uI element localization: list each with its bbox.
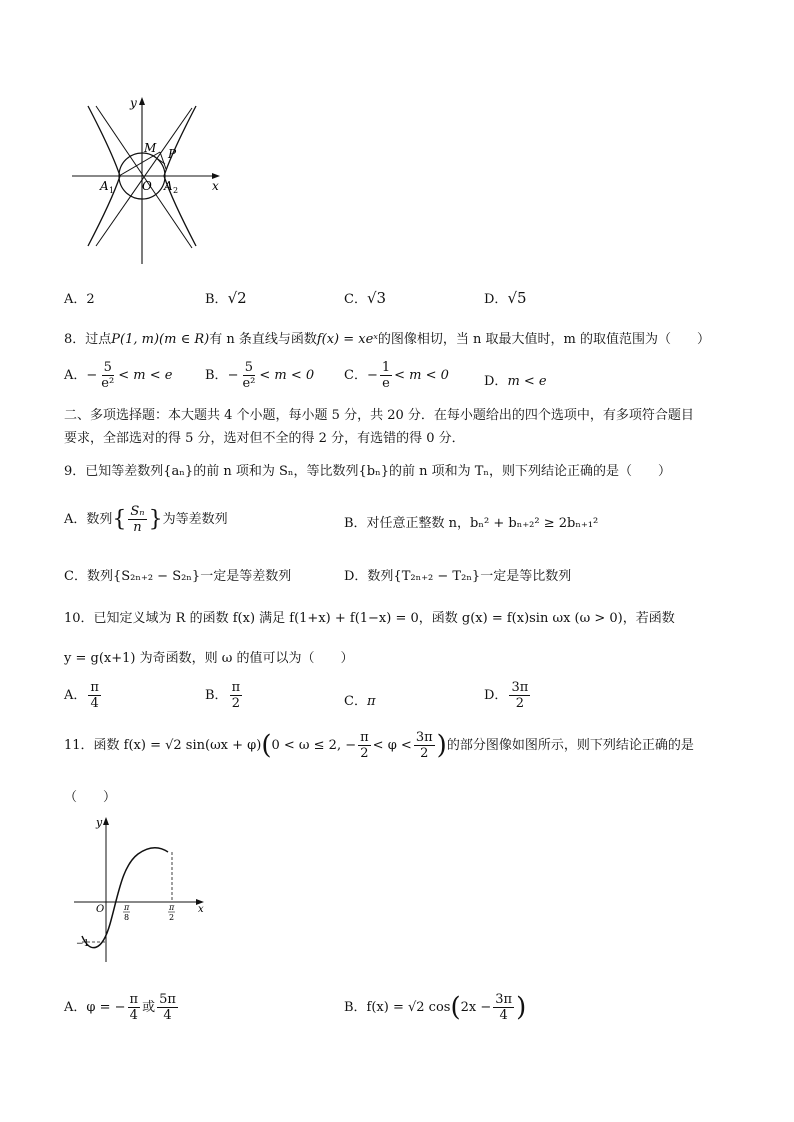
q9-stem: 9．已知等差数列{aₙ}的前 n 项和为 Sₙ，等比数列{bₙ}的前 n 项和为 Tₙ，则下列结论正确的是（ ） — [64, 464, 672, 479]
q11-stem: 11．函数 f(x) = √2 sin(ωx + φ)(0 < ω ≤ 2, − $\frac{\pi}{2}$ < φ < $\frac{3\pi}{2}$ )的部分图像如图所示，则下列结论正确的是 — [64, 730, 694, 761]
q11-cond-den2: 2 — [420, 746, 429, 761]
q7-d-value: √5 — [507, 289, 527, 307]
q8-a-neg: − — [86, 368, 98, 383]
fig1-a2-label: A — [164, 179, 173, 193]
q11-a-frac2 — [157, 992, 178, 1023]
q11-paren: （ ） — [64, 790, 117, 805]
q11-post: 的部分图像如图所示，则下列结论正确的是 — [446, 738, 694, 753]
q8-c-neg: − — [366, 368, 378, 383]
fig1-a2-sub: 2 — [173, 186, 179, 195]
q7-option-b — [205, 288, 247, 307]
q10-c-label: C． — [344, 694, 367, 709]
section2-line2: 要求，全部选对的得 5 分，选对但不全的得 2 分，有选错的得 0 分． — [64, 431, 465, 446]
q8-stem — [64, 328, 710, 347]
q11-a-num1: π — [129, 992, 139, 1007]
q10-d-num: 3π — [511, 680, 529, 695]
q9-a-frac — [128, 504, 146, 535]
q7-c-label: C． — [344, 292, 367, 307]
q8-stem-mid: 有 n 条直线与函数 — [209, 332, 317, 347]
q8-stem-post: 的图像相切，当 n 取最大值时，m 的取值范围为（ ） — [377, 332, 711, 347]
q11-cond-den1: 2 — [360, 746, 369, 761]
q8-d-text: m < e — [507, 374, 547, 389]
fig1-m-label: M — [144, 141, 157, 155]
fig1-a1-sub: 1 — [109, 186, 115, 195]
q10-a-label: A． — [64, 688, 87, 703]
fig2-y-label: y — [96, 816, 103, 829]
q7-c-value: √3 — [366, 289, 387, 307]
q11-b-den: 4 — [499, 1008, 508, 1023]
q11-b-frac — [493, 992, 514, 1023]
q8-stem-point: P(1, m)(m ∈ R) — [111, 332, 210, 347]
q9-option-c: C．数列{S₂ₙ₊₂ − S₂ₙ}一定是等差数列 — [64, 569, 292, 584]
q10-c-value: π — [366, 694, 376, 709]
q8-option-d — [484, 370, 547, 389]
q9-a-den: n — [133, 520, 142, 535]
q9-a-pre: A．数列 — [64, 512, 113, 527]
q8-a-label: A． — [64, 368, 87, 383]
q11-cond-frac1 — [358, 730, 371, 761]
fig1-o-label: O — [142, 179, 152, 193]
q8-a-num: 5 — [103, 360, 112, 375]
q8-c-frac — [380, 360, 392, 391]
q10-a-num: π — [90, 680, 99, 695]
q8-option-c — [344, 360, 449, 391]
q10-b-den: 2 — [231, 696, 240, 711]
q7-b-label: B． — [205, 292, 228, 307]
q11-a-mid: 或 — [142, 1000, 156, 1015]
q9-option-a: A．数列{ $\frac{\text{Sₙ}}{n}$ }为等差数列 — [64, 504, 228, 535]
q11-a-den2: 4 — [163, 1008, 172, 1023]
q7-option-c — [344, 288, 386, 307]
q7-d-label: D． — [484, 292, 508, 307]
q8-stem-pre: 8．过点 — [64, 332, 112, 347]
q7-option-d — [484, 288, 527, 307]
q9-a-num: Sₙ — [130, 504, 145, 519]
q10-d-frac — [509, 680, 530, 711]
hyperbola-figure — [68, 92, 228, 267]
q8-b-label: B． — [205, 368, 228, 383]
fig2-tick1-num: π — [124, 903, 130, 912]
q9-option-d: D．数列{T₂ₙ₊₂ − T₂ₙ}一定是等比数列 — [344, 569, 572, 584]
q10-option-d — [484, 680, 532, 711]
fig1-p-label: P — [168, 147, 177, 161]
fig2-tick1-den: 8 — [124, 913, 130, 922]
q9-option-b: B．对任意正整数 n，bₙ² + bₙ₊₂² ≥ 2bₙ₊₁² — [344, 516, 599, 531]
q10-line2: y = g(x+1) 为奇函数，则 ω 的值可以为（ ） — [64, 651, 354, 666]
q9-a-post: 为等差数列 — [162, 512, 228, 527]
q8-b-num: 5 — [244, 360, 254, 375]
q7-option-a: A．2 — [64, 292, 95, 307]
q11-a-num2: 5π — [159, 992, 176, 1007]
q11-cond-b: < φ < — [372, 738, 412, 753]
fig2-neg1-label: −1 — [76, 939, 90, 949]
q8-b-den: e² — [242, 376, 256, 391]
q11-cond-num2: 3π — [415, 730, 433, 745]
q8-option-b — [205, 360, 314, 391]
q10-a-den: 4 — [90, 696, 99, 711]
q10-b-num: π — [231, 680, 241, 695]
q11-cond-frac2 — [414, 730, 435, 761]
q10-a-frac — [88, 680, 101, 711]
q8-a-tail: < m < e — [118, 368, 173, 383]
q8-b-frac — [240, 360, 257, 391]
q10-line1: 10．已知定义域为 R 的函数 f(x) 满足 f(1+x) + f(1−x) = 0，函数 g(x) = f(x)sin ωx (ω > 0)，若函数 — [64, 611, 675, 626]
q10-d-den: 2 — [515, 696, 524, 711]
q11-cond-a: 0 < ω ≤ 2, − — [271, 738, 357, 753]
q8-option-a — [64, 360, 172, 391]
q10-option-c — [344, 690, 376, 709]
q8-c-tail: < m < 0 — [394, 368, 449, 383]
q11-pre: 11．函数 f(x) = √2 sin(ωx + φ) — [64, 738, 262, 753]
fig2-tick2-den: 2 — [169, 913, 175, 922]
q11-a-frac1 — [128, 992, 141, 1023]
q11-b-pre: B．f(x) = √2 cos — [344, 1000, 451, 1015]
q7-b-value: √2 — [227, 289, 247, 307]
fig1-y-label: y — [130, 96, 137, 110]
fig2-o-label: O — [96, 904, 105, 915]
q11-a-den1: 4 — [129, 1008, 138, 1023]
q11-a-pre: A．φ = − — [64, 1000, 126, 1015]
q8-c-num: 1 — [381, 360, 391, 375]
fig2-x-label: x — [198, 904, 204, 915]
q10-option-b — [205, 680, 244, 711]
q8-c-label: C． — [344, 368, 367, 383]
fig2-tick2-num: π — [169, 903, 175, 912]
q10-b-label: B． — [205, 688, 228, 703]
section2-line1: 二、多项选择题：本大题共 4 个小题，每小题 5 分，共 20 分．在每小题给出的四个选项中，有多项符合题目 — [64, 408, 694, 423]
q11-option-a — [64, 992, 180, 1023]
q10-option-a — [64, 680, 103, 711]
sine-graph-figure — [72, 812, 212, 964]
fig1-x-label: x — [212, 179, 219, 193]
q8-d-label: D． — [484, 374, 508, 389]
q8-c-den: e — [382, 376, 390, 391]
q10-d-label: D． — [484, 688, 508, 703]
q8-a-frac — [99, 360, 116, 391]
q11-b-in: 2x − — [460, 1000, 492, 1015]
q8-a-den: e² — [101, 376, 115, 391]
fig1-a1-label: A — [100, 179, 109, 193]
q8-b-neg: − — [227, 368, 239, 383]
q8-b-tail: < m < 0 — [259, 368, 315, 383]
q11-option-b: B．f(x) = √2 cos(2x − $\frac{3\pi}{4}$ ) — [344, 992, 527, 1023]
q11-cond-num1: π — [360, 730, 369, 745]
q11-b-num: 3π — [495, 992, 513, 1007]
q8-stem-func: f(x) = xeˣ — [316, 332, 378, 347]
q10-b-frac — [230, 680, 243, 711]
